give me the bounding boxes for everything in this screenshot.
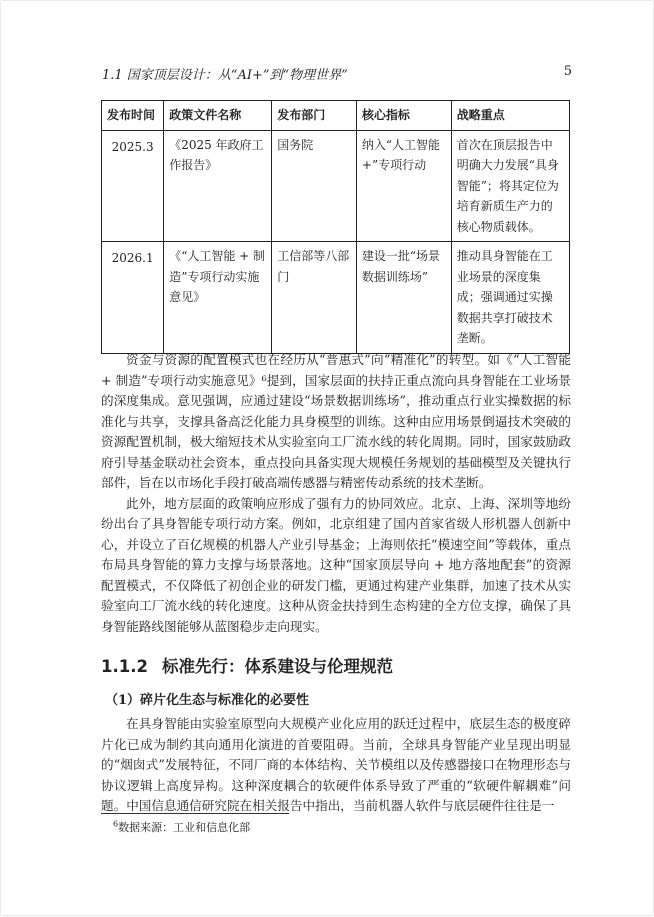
table-cell: 2025.3 <box>102 130 164 242</box>
table-cell: 建设一批“场景数据训练场” <box>356 242 451 354</box>
body-paragraphs <box>101 350 571 637</box>
document-page <box>1 1 653 915</box>
section-number: 1.1.2 <box>101 657 148 676</box>
section-heading <box>101 653 393 677</box>
table-header-row <box>102 101 570 131</box>
column-header: 核心指标 <box>356 101 451 131</box>
table-row <box>102 130 570 242</box>
table-cell: 《“人工智能 + 制造”专项行动实施意见》 <box>164 242 272 354</box>
table-cell: 《2025 年政府工作报告》 <box>164 130 272 242</box>
body-paragraph: 资金与资源的配置模式也在经历从“普惠式”向“精准化”的转型。如《“人工智能 + 制造”专项行动实施意见》⁶提到，国家层面的扶持正重点流向具身智能在工业场景的深度集成。意见强调，应通过建设“场景数据训练场”，推动重点行业实操数据的标准化与共享，支撑具备高泛化能力具身模型的训练。这种由应用场景倒逼技术突破的资源配置机制，极大缩短技术从实验室向工厂流水线的转化周期。同时，国家鼓励政府引导基金联动社会资本，重点投向具备实现大规模任务规划的基础模型及关键执行部件，旨在以市场化手段打破高端传感器与精密传动系统的技术垄断。 <box>101 352 571 490</box>
column-header: 发布部门 <box>272 101 357 131</box>
table-cell: 工信部等八部门 <box>272 242 357 354</box>
table-cell: 2026.1 <box>102 242 164 354</box>
section-running-title: 1.1 国家顶层设计：从“AI+”到“物理世界” <box>102 68 348 83</box>
column-header: 战略重点 <box>451 101 569 131</box>
table-cell: 纳入“人工智能+”专项行动 <box>356 130 451 242</box>
body-paragraph: 此外，地方层面的政策响应形成了强有力的协同效应。北京、上海、深圳等地纷纷出台了具身智能专项行动方案。例如，北京组建了国内首家省级人形机器人创新中心，并设立了百亿规模的机器人产业引导基金；上海则依托“模速空间”等载体，重点布局具身智能的算力支撑与场景落地。这种“国家顶层导向 + 地方落地配套”的资源配置模式，不仅降低了初创企业的研发门槛，更通过构建产业集群，加速了技术从实验室向工厂流水线的转化速度。这种从资金扶持到生态构建的全方位支撑，确保了具身智能路线图能够从蓝图稳步走向现实。 <box>101 495 571 634</box>
table-cell: 首次在顶层报告中明确大力发展“具身智能”；将其定位为培育新质生产力的核心物质载体。 <box>451 130 569 242</box>
table-cell: 国务院 <box>272 130 357 242</box>
section-title: 标准先行：体系建设与伦理规范 <box>161 657 393 676</box>
table-cell: 推动具身智能在工业场景的深度集成；强调通过实操数据共享打破技术垄断。 <box>451 242 569 354</box>
table-row <box>102 242 570 354</box>
subsection-heading: （1）碎片化生态与标准化的必要性 <box>105 693 310 708</box>
footnote-rule <box>101 813 289 814</box>
footnote-mark: 6 <box>113 819 119 829</box>
body-paragraph: 在具身智能由实验室原型向大规模产业化应用的跃迁过程中，底层生态的极度碎片化已成为制约其向通用化演进的首要阻碍。当前，全球具身智能产业呈现出明显的“烟囱式”发展特征，不同厂商的本体结构、关节模组以及传感器接口在物理形态与协议逻辑上高度异构。这种深度耦合的软硬件体系导致了严重的“软硬件解耦难”问题。中国信息通信研究院在相关报告中指出，当前机器人软件与底层硬件往往是一 <box>101 716 571 813</box>
running-header <box>102 64 572 83</box>
column-header: 政策文件名称 <box>164 101 272 131</box>
policy-table <box>101 100 570 354</box>
footnote <box>113 819 250 835</box>
page-number: 5 <box>563 64 572 79</box>
footnote-text: 数据来源：工业和信息化部 <box>118 821 251 834</box>
column-header: 发布时间 <box>102 101 164 131</box>
body-paragraphs-2 <box>101 714 571 817</box>
